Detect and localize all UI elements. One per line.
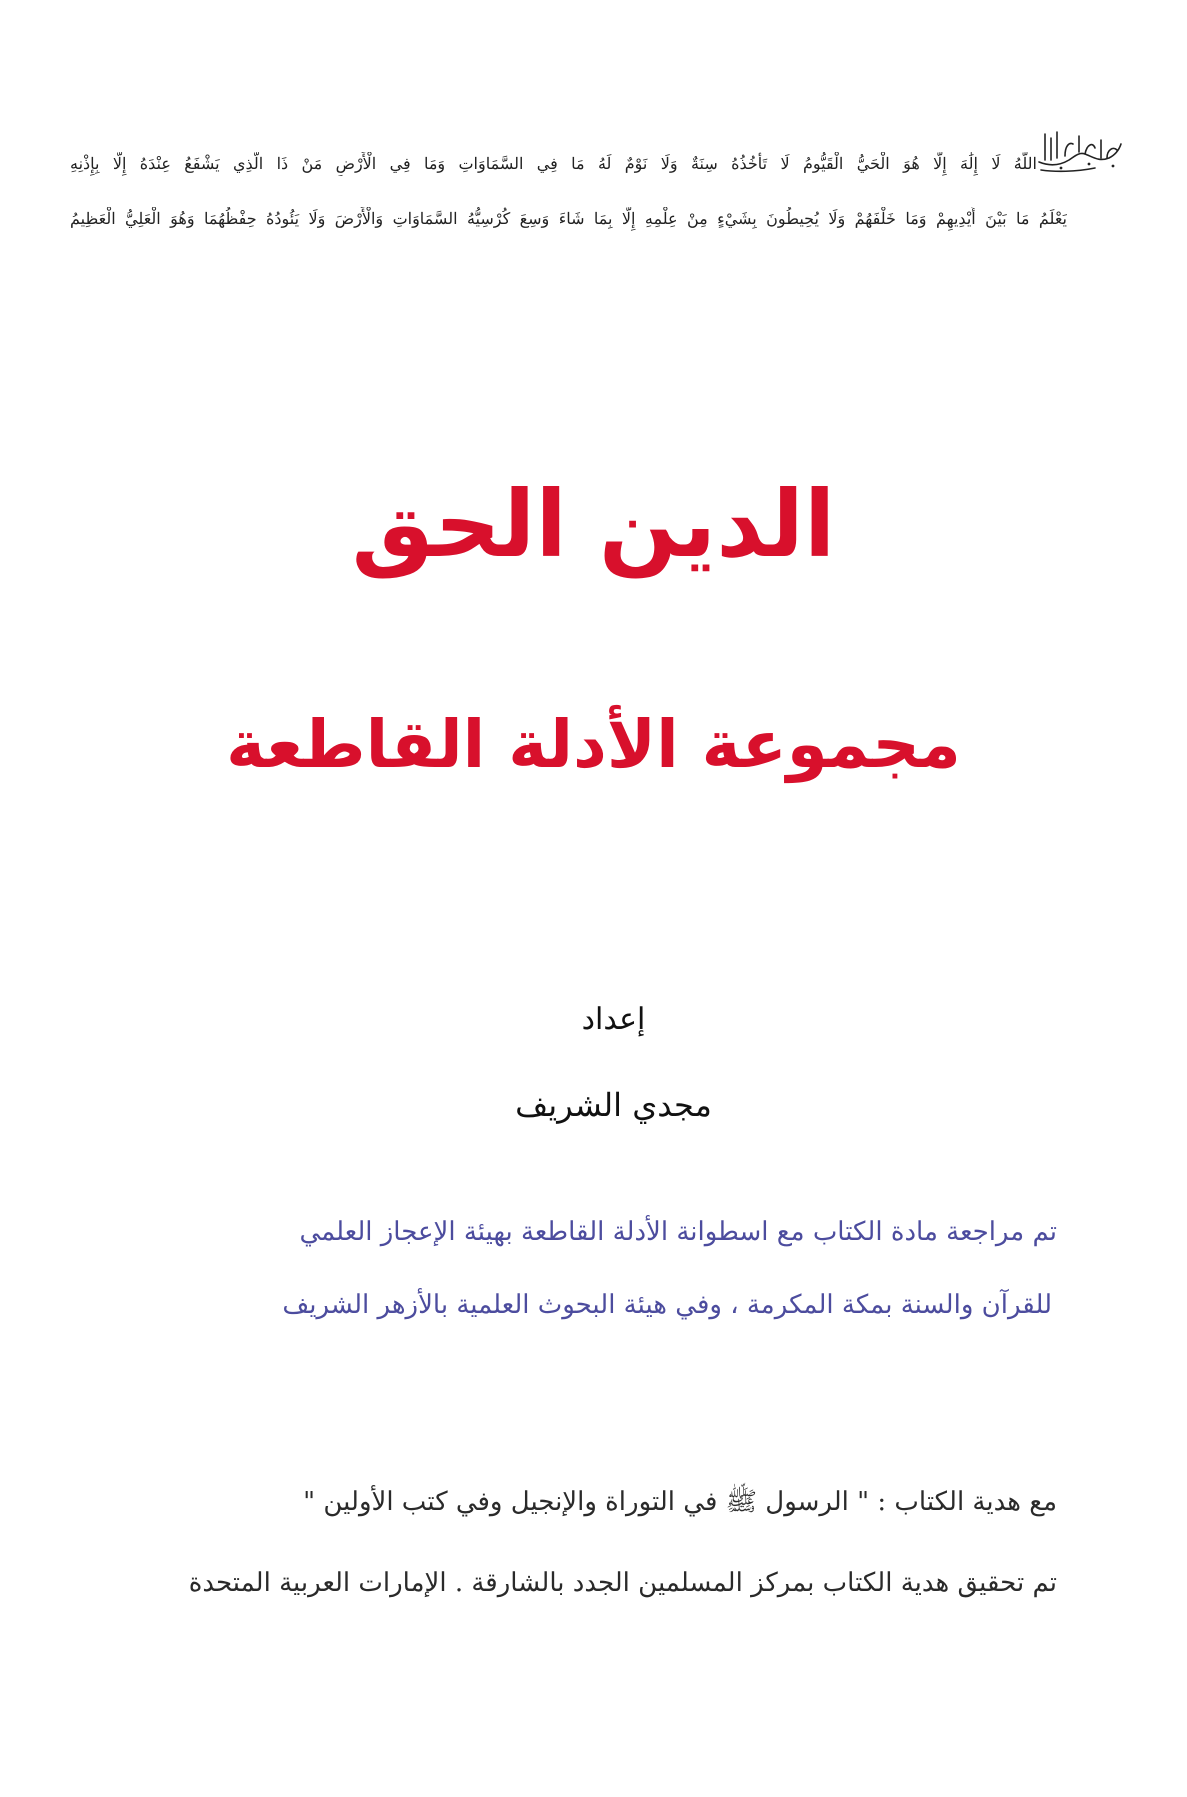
gift-note-line-2: تم تحقيق هدية الكتاب بمركز المسلمين الجدد بالشارقة . الإمارات العربية المتحدة bbox=[188, 1568, 1057, 1598]
prepared-by-label: إعداد bbox=[581, 1002, 646, 1037]
book-subtitle: مجموعة الأدلة القاطعة bbox=[226, 706, 961, 783]
review-note-line-1: تم مراجعة مادة الكتاب مع اسطوانة الأدلة القاطعة بهيئة الإعجاز العلمي bbox=[299, 1217, 1057, 1247]
book-title: الدين الحق bbox=[351, 471, 836, 578]
review-note-line-2: للقرآن والسنة بمكة المكرمة ، وفي هيئة البحوث العلمية بالأزهر الشريف bbox=[282, 1290, 1052, 1320]
basmala-calligraphy-icon bbox=[1035, 122, 1125, 178]
author-name: مجدي الشريف bbox=[515, 1086, 712, 1124]
ayat-al-kursi-line-2: يَعْلَمُ مَا بَيْنَ أَيْدِيهِمْ وَمَا خَلْفَهُمْ وَلَا يُحِيطُونَ بِشَيْءٍ مِنْ عِلْمِهِ إِلَّا بِمَا شَاءَ وَسِعَ كُرْسِيُّهُ السَّمَاوَاتِ وَالْأَرْضَ وَلَا يَئُودُهُ حِفْظُهُمَا وَهُوَ الْعَلِيُّ الْعَظِيمُ bbox=[70, 209, 1067, 228]
gift-note-line-1: مع هدية الكتاب : " الرسول ﷺ في التوراة والإنجيل وفي كتب الأولين " bbox=[303, 1487, 1057, 1517]
ayat-al-kursi-line-1: اللَّهُ لَا إِلَٰهَ إِلَّا هُوَ الْحَيُّ الْقَيُّومُ لَا تَأْخُذُهُ سِنَةٌ وَلَا نَوْمٌ لَهُ مَا فِي السَّمَاوَاتِ وَمَا فِي الْأَرْضِ مَنْ ذَا الَّذِي يَشْفَعُ عِنْدَهُ إِلَّا بِإِذْنِهِ bbox=[70, 154, 1037, 173]
